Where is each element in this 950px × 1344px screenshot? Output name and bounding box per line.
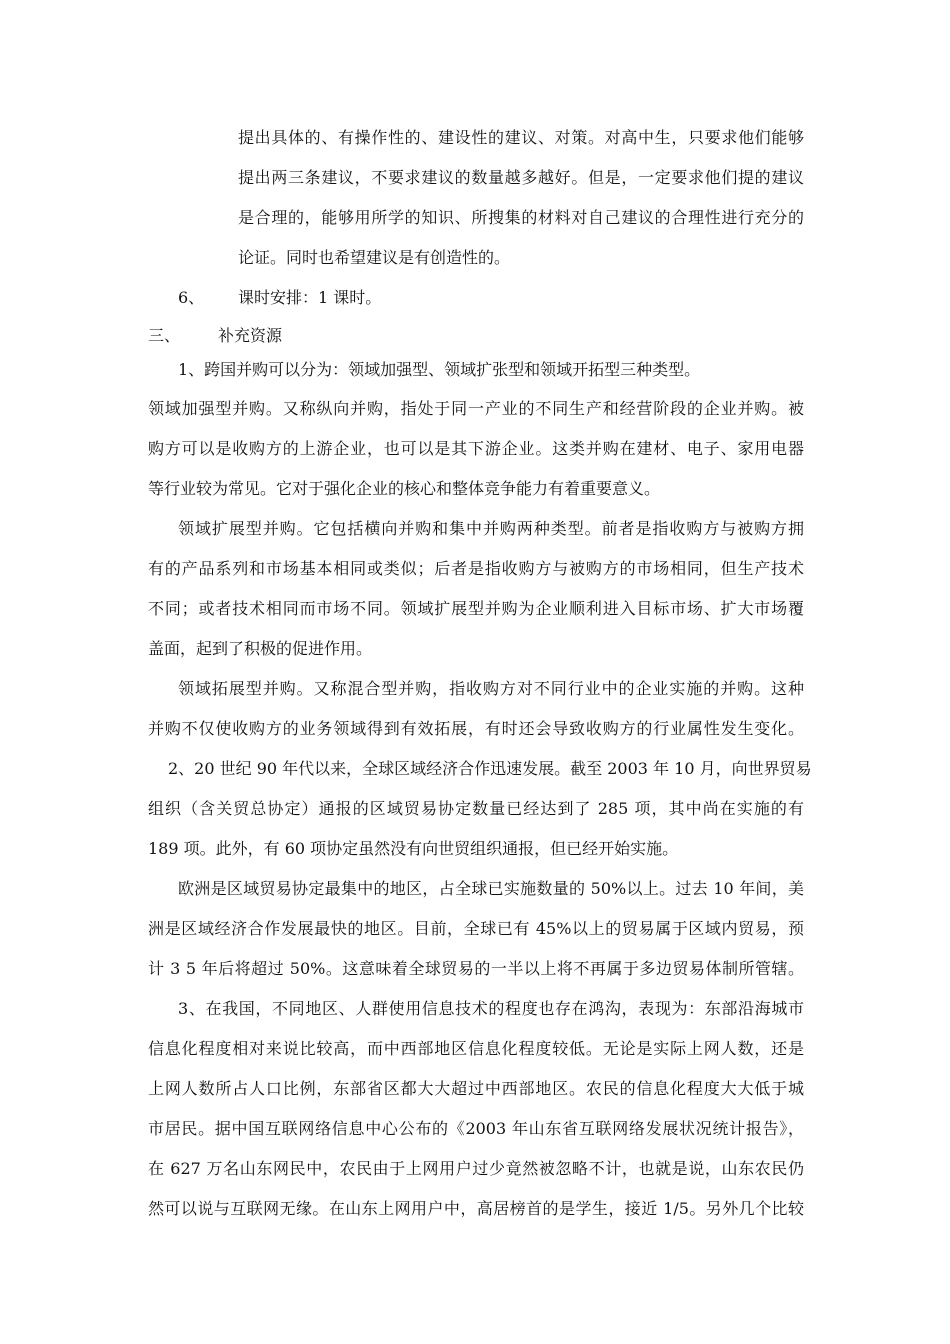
intro-line: 是合理的，能够用所学的知识、所搜集的材料对自己建议的合理性进行充分的 [238,208,804,227]
body-line: 领域加强型并购。又称纵向并购，指处于同一产业的不同生产和经营阶段的企业并购。被 [148,399,804,418]
body-line: 然可以说与互联网无缘。在山东上网用户中，高居榜首的是学生，接近 1/5。另外几个比较 [148,1199,804,1218]
intro-line: 提出具体的、有操作性的、建设性的建议、对策。对高中生，只要求他们能够 [238,128,804,147]
body-line: 欧洲是区域贸易协定最集中的地区，占全球已实施数量的 50%以上。过去 10 年间，美 [178,879,804,898]
item-6-text: 课时安排：1 课时。 [238,288,382,307]
body-line: 领域拓展型并购。又称混合型并购，指收购方对不同行业中的企业实施的并购。这种 [178,679,804,698]
body-line: 并购不仅使收购方的业务领域得到有效拓展，有时还会导致收购方的行业属性发生变化。 [148,719,804,738]
body-line: 3、在我国，不同地区、人群使用信息技术的程度也存在鸿沟，表现为：东部沿海城市 [178,999,804,1018]
section-title: 补充资源 [218,326,283,345]
body-line: 信息化程度相对来说比较高，而中西部地区信息化程度较低。无论是实际上网人数，还是 [148,1039,804,1058]
body-line: 市居民。据中国互联网络信息中心公布的《2003 年山东省互联网络发展状况统计报告》， [148,1119,804,1138]
body-line: 上网人数所占人口比例，东部省区都大大超过中西部地区。农民的信息化程度大大低于城 [148,1079,804,1098]
body-line: 购方可以是收购方的上游企业，也可以是其下游企业。这类并购在建材、电子、家用电器 [148,439,804,458]
intro-line: 论证。同时也希望建议是有创造性的。 [238,248,511,267]
section-number: 三、 [148,326,181,345]
body-line: 领域扩展型并购。它包括横向并购和集中并购两种类型。前者是指收购方与被购方拥 [178,519,804,538]
body-line: 组织（含关贸总协定）通报的区域贸易协定数量已经达到了 285 项，其中尚在实施的有 [148,799,804,818]
body-line: 189 项。此外，有 60 项协定虽然没有向世贸组织通报，但已经开始实施。 [148,839,679,858]
item-6-number: 6、 [178,288,205,307]
body-line: 有的产品系列和市场基本相同或类似；后者是指收购方与被购方的市场相同，但生产技术 [148,559,804,578]
body-line: 等行业较为常见。它对于强化企业的核心和整体竞争能力有着重要意义。 [148,479,661,498]
body-line: 2、20 世纪 90 年代以来，全球区域经济合作迅速发展。截至 2003 年 10 月，向世界贸易 [168,759,812,778]
body-line: 盖面，起到了积极的促进作用。 [148,639,373,658]
body-line: 1、跨国并购可以分为：领域加强型、领域扩张型和领域开拓型三种类型。 [178,360,701,379]
body-line: 计 3 5 年后将超过 50%。这意味着全球贸易的一半以上将不再属于多边贸易体制所管辖。 [148,959,804,978]
intro-line: 提出两三条建议，不要求建议的数量越多越好。但是，一定要求他们提的建议 [238,168,804,187]
body-line: 洲是区域经济合作发展最快的地区。目前，全球已有 45%以上的贸易属于区域内贸易，预 [148,919,804,938]
body-line: 不同；或者技术相同而市场不同。领域扩展型并购为企业顺利进入目标市场、扩大市场覆 [148,599,804,618]
body-line: 在 627 万名山东网民中，农民由于上网用户过少竟然被忽略不计，也就是说，山东农民仍 [148,1159,804,1178]
